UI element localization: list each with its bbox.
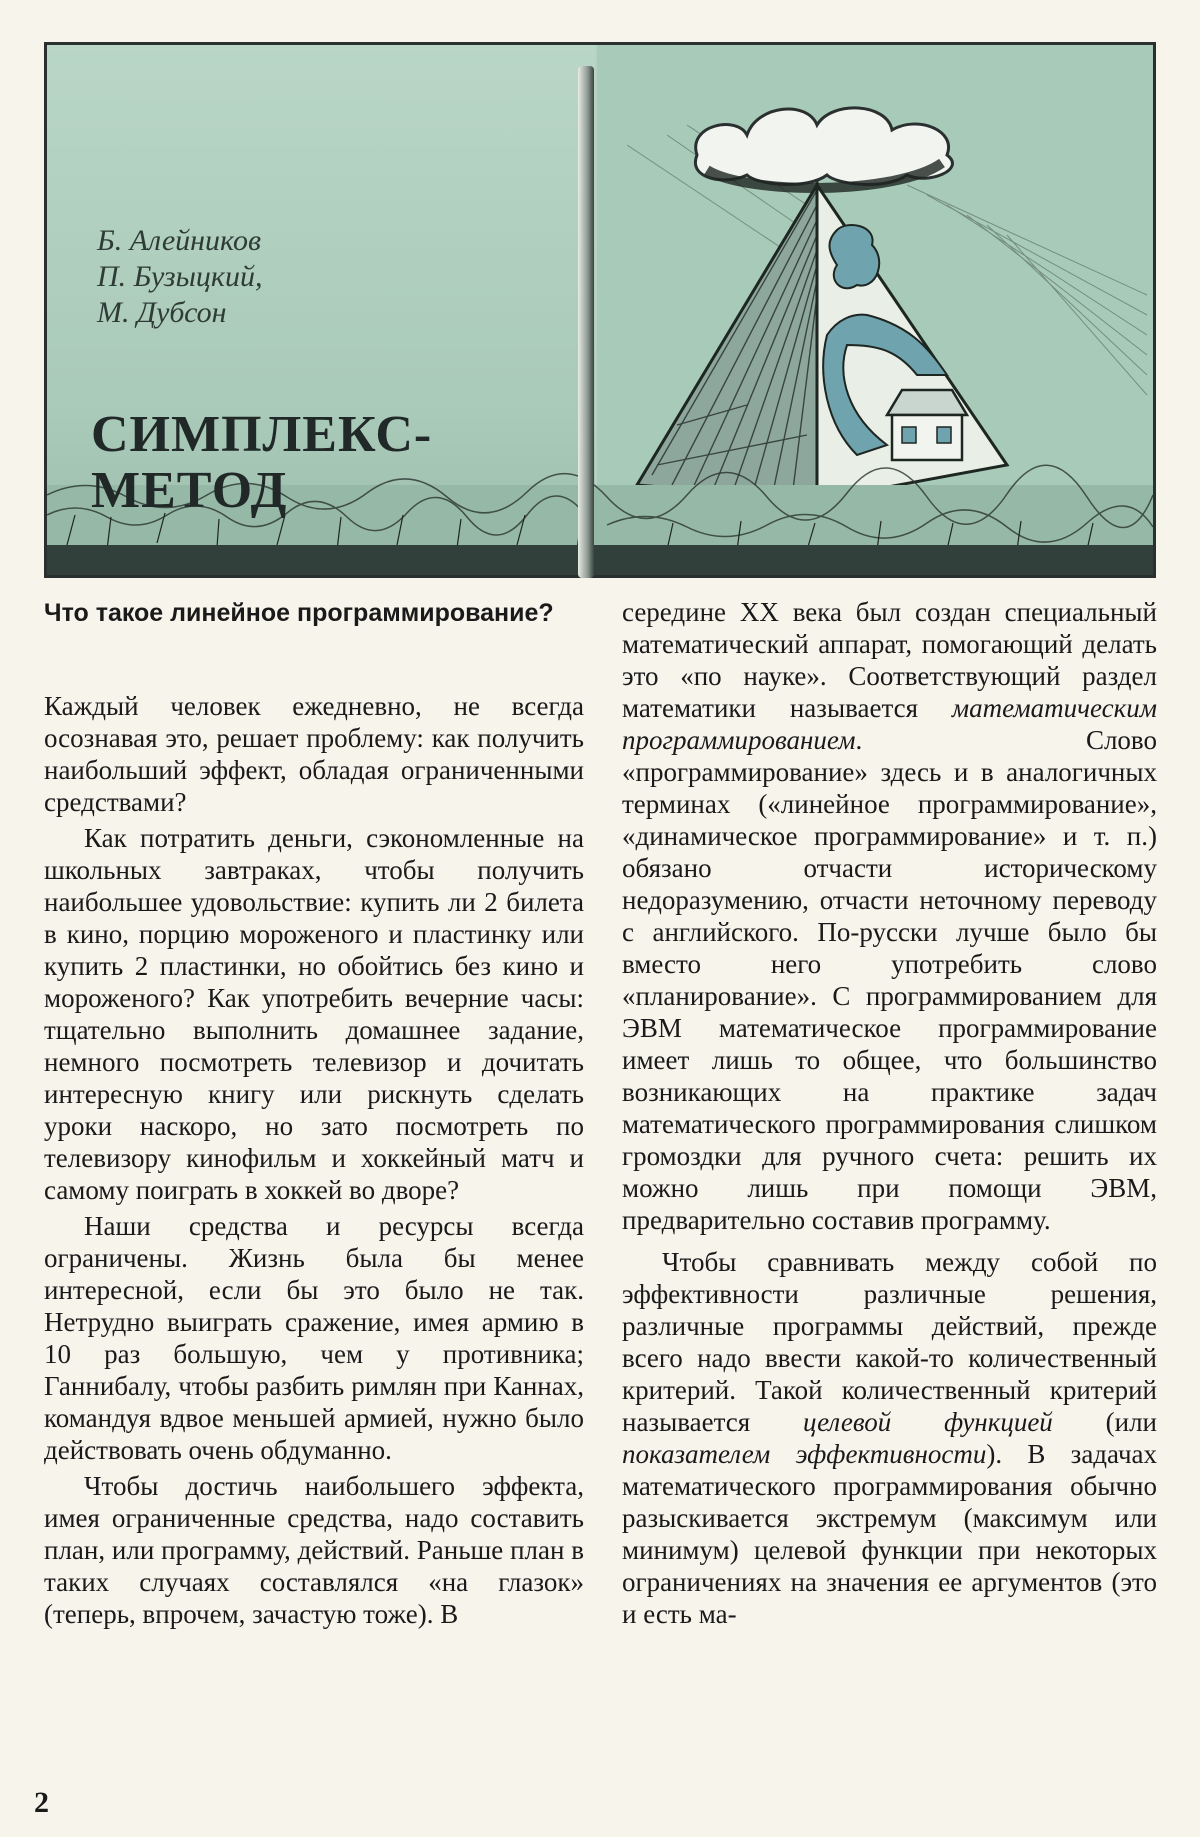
paragraph: Каждый человек ежедневно, не всегда осознавая это, решает проблему: как получить наибольший эффект, обладая ограниченными средствами? bbox=[44, 691, 584, 817]
author-name: М. Дубсон bbox=[97, 296, 227, 329]
article-title bbox=[91, 407, 432, 519]
house-icon bbox=[887, 390, 967, 460]
paragraph: Как потратить деньги, сэкономленные на школьных завтраках, чтобы получить наибольшее удовольствие: купить ли 2 билета в кино, порцию мороженого и пластинку или купить 2 пластинки, но обойтись без кино и мороженого? Как употребить вечерние часы: тщательно выполнить домашнее задание, немного посмотреть телевизор и дочитать интересную книгу или рискнуть сделать уроки наскоро, но зато посмотреть по телевизору кинофильм и хоккейный матч и самому поиграть в хоккей во дворе? bbox=[44, 823, 584, 1205]
author-name: П. Бузыцкий, bbox=[97, 260, 263, 293]
section-heading: Что такое линейное программирование? bbox=[44, 599, 554, 627]
term-emphasis: показателем эффективности bbox=[622, 1439, 987, 1469]
paragraph: Наши средства и ресурсы всегда ограничены. Жизнь была бы менее интересной, если бы это было не так. Нетрудно выиграть сражение, имея армию в 10 раз большую, чем у противника; Ганнибалу, чтобы разбить римлян при Каннах, командуя вдвое меньшей армией, нужно было действовать очень обдуманно. bbox=[44, 1211, 584, 1465]
page-number: 2 bbox=[34, 1786, 49, 1819]
pole bbox=[578, 66, 594, 578]
term-emphasis: математическим программированием bbox=[622, 693, 1157, 755]
paragraph: Чтобы сравнивать между собой по эффективности различные решения, различные программы действий, прежде всего надо ввести какой-то количественный критерий. Такой количественный критерий называется целевой функцией (или показателем эффективности). В задачах математического программирования обычно разыскивается экстремум (максимум или минимум) целевой функции при некоторых ограничениях на значения ее аргументов (это и есть ма- bbox=[622, 1247, 1158, 1629]
term-emphasis: целевой функцией bbox=[802, 1407, 1053, 1437]
right-column bbox=[622, 596, 1157, 1630]
paragraph: Чтобы достичь наибольшего эффекта, имея ограниченные средства, надо составить план, или программу, действий. Раньше план в таких случаях составлялся «на глазок» (теперь, впрочем, зачастую тоже). В bbox=[44, 1471, 584, 1629]
paragraph: середине XX века был создан специальный математический аппарат, помогающий делать это «по науке». Соответствующий раздел математики называется математическим программированием. Слово «программирование» здесь и в аналогичных терминах («линейное программирование», «динамическое программирование» и т. п.) обязано отчасти историческому недоразумению, отчасти неточному переводу с английского. По-русски лучше было бы вместо него употребить слово «планирование». С программированием для ЭВМ математическое программирование имеет лишь то общее, что большинство возникающих на практике задач математического программирования слишком громоздки для ручного счета: решить их можно лишь при помощи ЭВМ, предварительно составив программу. bbox=[622, 597, 1157, 1235]
authors-list bbox=[97, 223, 262, 331]
author-name: Б. Алейников bbox=[97, 224, 261, 257]
title-line: СИМПЛЕКС- bbox=[91, 406, 433, 463]
left-column bbox=[44, 690, 584, 1630]
title-line: МЕТОД bbox=[91, 462, 288, 519]
title-illustration bbox=[44, 42, 1156, 578]
